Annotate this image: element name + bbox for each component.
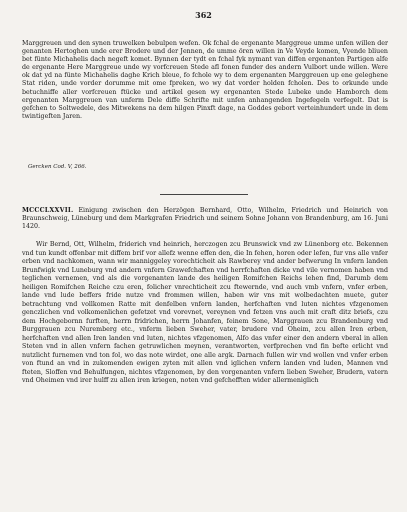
heading-paragraph bbox=[22, 207, 388, 231]
section-divider bbox=[160, 194, 248, 195]
document-title: Einigung zwischen den Herzögen Bernhard, Otto, Wilhelm, Friedrich und Heinrich von Braunschweig, Lüneburg und dem Markgrafen Friedrich und seinem Sohne Johann von Brandenburg, am 16. Juni 1420. bbox=[22, 207, 388, 231]
continuation-text: Marggreuen und den synen truwelken bebulpen wefen. Ok fchal de ergenante Marggreue umme unfen willen der genanten Hertoghen unde erer Brodere und der Jennen, de umme ören willen in Ve Veyde komen, Vyende bliuen bet fünte Michahelis dach negeft komet. Bynnen der tydt en fchal fyk nymant van diffen ergenanten Partigen alfe de ergenante Here Marggreue unde wy vorfcreuen Stede afl fonen funder des andern Vulbort unde willen. Were ok dat yd na fünte Michahelis daghe Krich bleue, fo fchole wy to dem ergenanten Marggreuen up ene geleghene Stat riden, unde vorder dorumme mit ome fpreken, wo wy dat vorder holden fcholen. Des to orkunde unde betuchniffe aller vorfcreuen ftücke und artikel gesen wy ergenanten Stede Lubeke unde Hamborch dem ergenanten Marggreuen van unferm Dele diffe Schrifte mit unfen anhangenden Ingefegeln verfegelt. Dat is gefchen to Soltwedele, des Mitwekens na dem hilgen Pinxft dage, na Goddes gebort verteinhundert unde in dem twintigeften Jaren. bbox=[22, 40, 388, 120]
continuation-paragraph bbox=[22, 40, 388, 121]
source-citation: Gercken Cod. V, 266. bbox=[28, 164, 87, 170]
document-body bbox=[22, 241, 388, 386]
document-heading bbox=[22, 207, 388, 231]
document-number: MCCCLXXVII. bbox=[22, 207, 74, 214]
page-number: 362 bbox=[195, 10, 212, 20]
body-text: Wir Bernd, Ott, Wilhelm, friderich vnd heinrich, herczogen zcu Brunswick vnd zw Lünenborg etc. Bekennen vnd tun kundt offenbar mit diffem brif vor allefz wenne effen den, die In fehen, horen oder lefen, fur vns alle vnfer erben vnd nachkomen, wann wir manniggeley vorechticheit als Rawberey vnd ander befwerung In vnfern landen Brunfwigk vnd Luneburg vnd andern vnfern Grawefchaften vnd herrfchaften dicke vnd vile vernomen haben vnd teglichen vernemen, vnd als die vorgenanten lande des heiligen Romifchen Reichs lehen find, Darumb dem heiligen Romifchen Reiche czu eren, folicher vnrechticheit zcu ftewernde, vnd auch vmb vnfern, vnfer erben, lande vnd lude beffers fride nutze vnd frommen willen, haben wir vns mit wolbedachten muete, guter betrachtung vnd vollkomen Ratte mit denfelben vnfern landen, herfchaften vnd luten nichtes vfzgenomen genczlichen vnd volkomenlichen gefetzet vnd vorevnet, vereynen vnd fetzen vns auch mit craft ditz briefs, czu dem Hochgebornn furften, herrn fridrichen, herrn Johanfen, feinem Sone, Marggrauen zcu Brandenburg vnd Burggrauen zcu Nuremberg etc., vnferm lieben Sweher, vater, brudere vnd Oheim, zcu allen Iren erben, herfchaften vnd allen Iren landen vnd luten, nichtes vfzgenomen, Alfo das vnfer einer den andern vberal in allen Steten vnd in allen vnfern fachen getruwlichen meynen, verantworten, verfprechen vnd fin befte erlicht vnd nutzlicht furnemen vnd ton fol, wo das note wirdet, one alle argk. Darnach fullen wir vnd wollen vnd vnfer erben von ftund an vnd in zukomenden ewigen zyten mit allen vnd iglichen vnfern landen vnd luden, Mannen vnd fteten, Sloffen vnd Behulfungen, nichtes vfzgenomen, by den vorgenanten vnfern lieben Sweher, Brudern, vatern vnd Oheimen vnd irer hulff zu allen iren kriegen, noten vnd gefchefften wider allermeniglich bbox=[22, 241, 388, 384]
